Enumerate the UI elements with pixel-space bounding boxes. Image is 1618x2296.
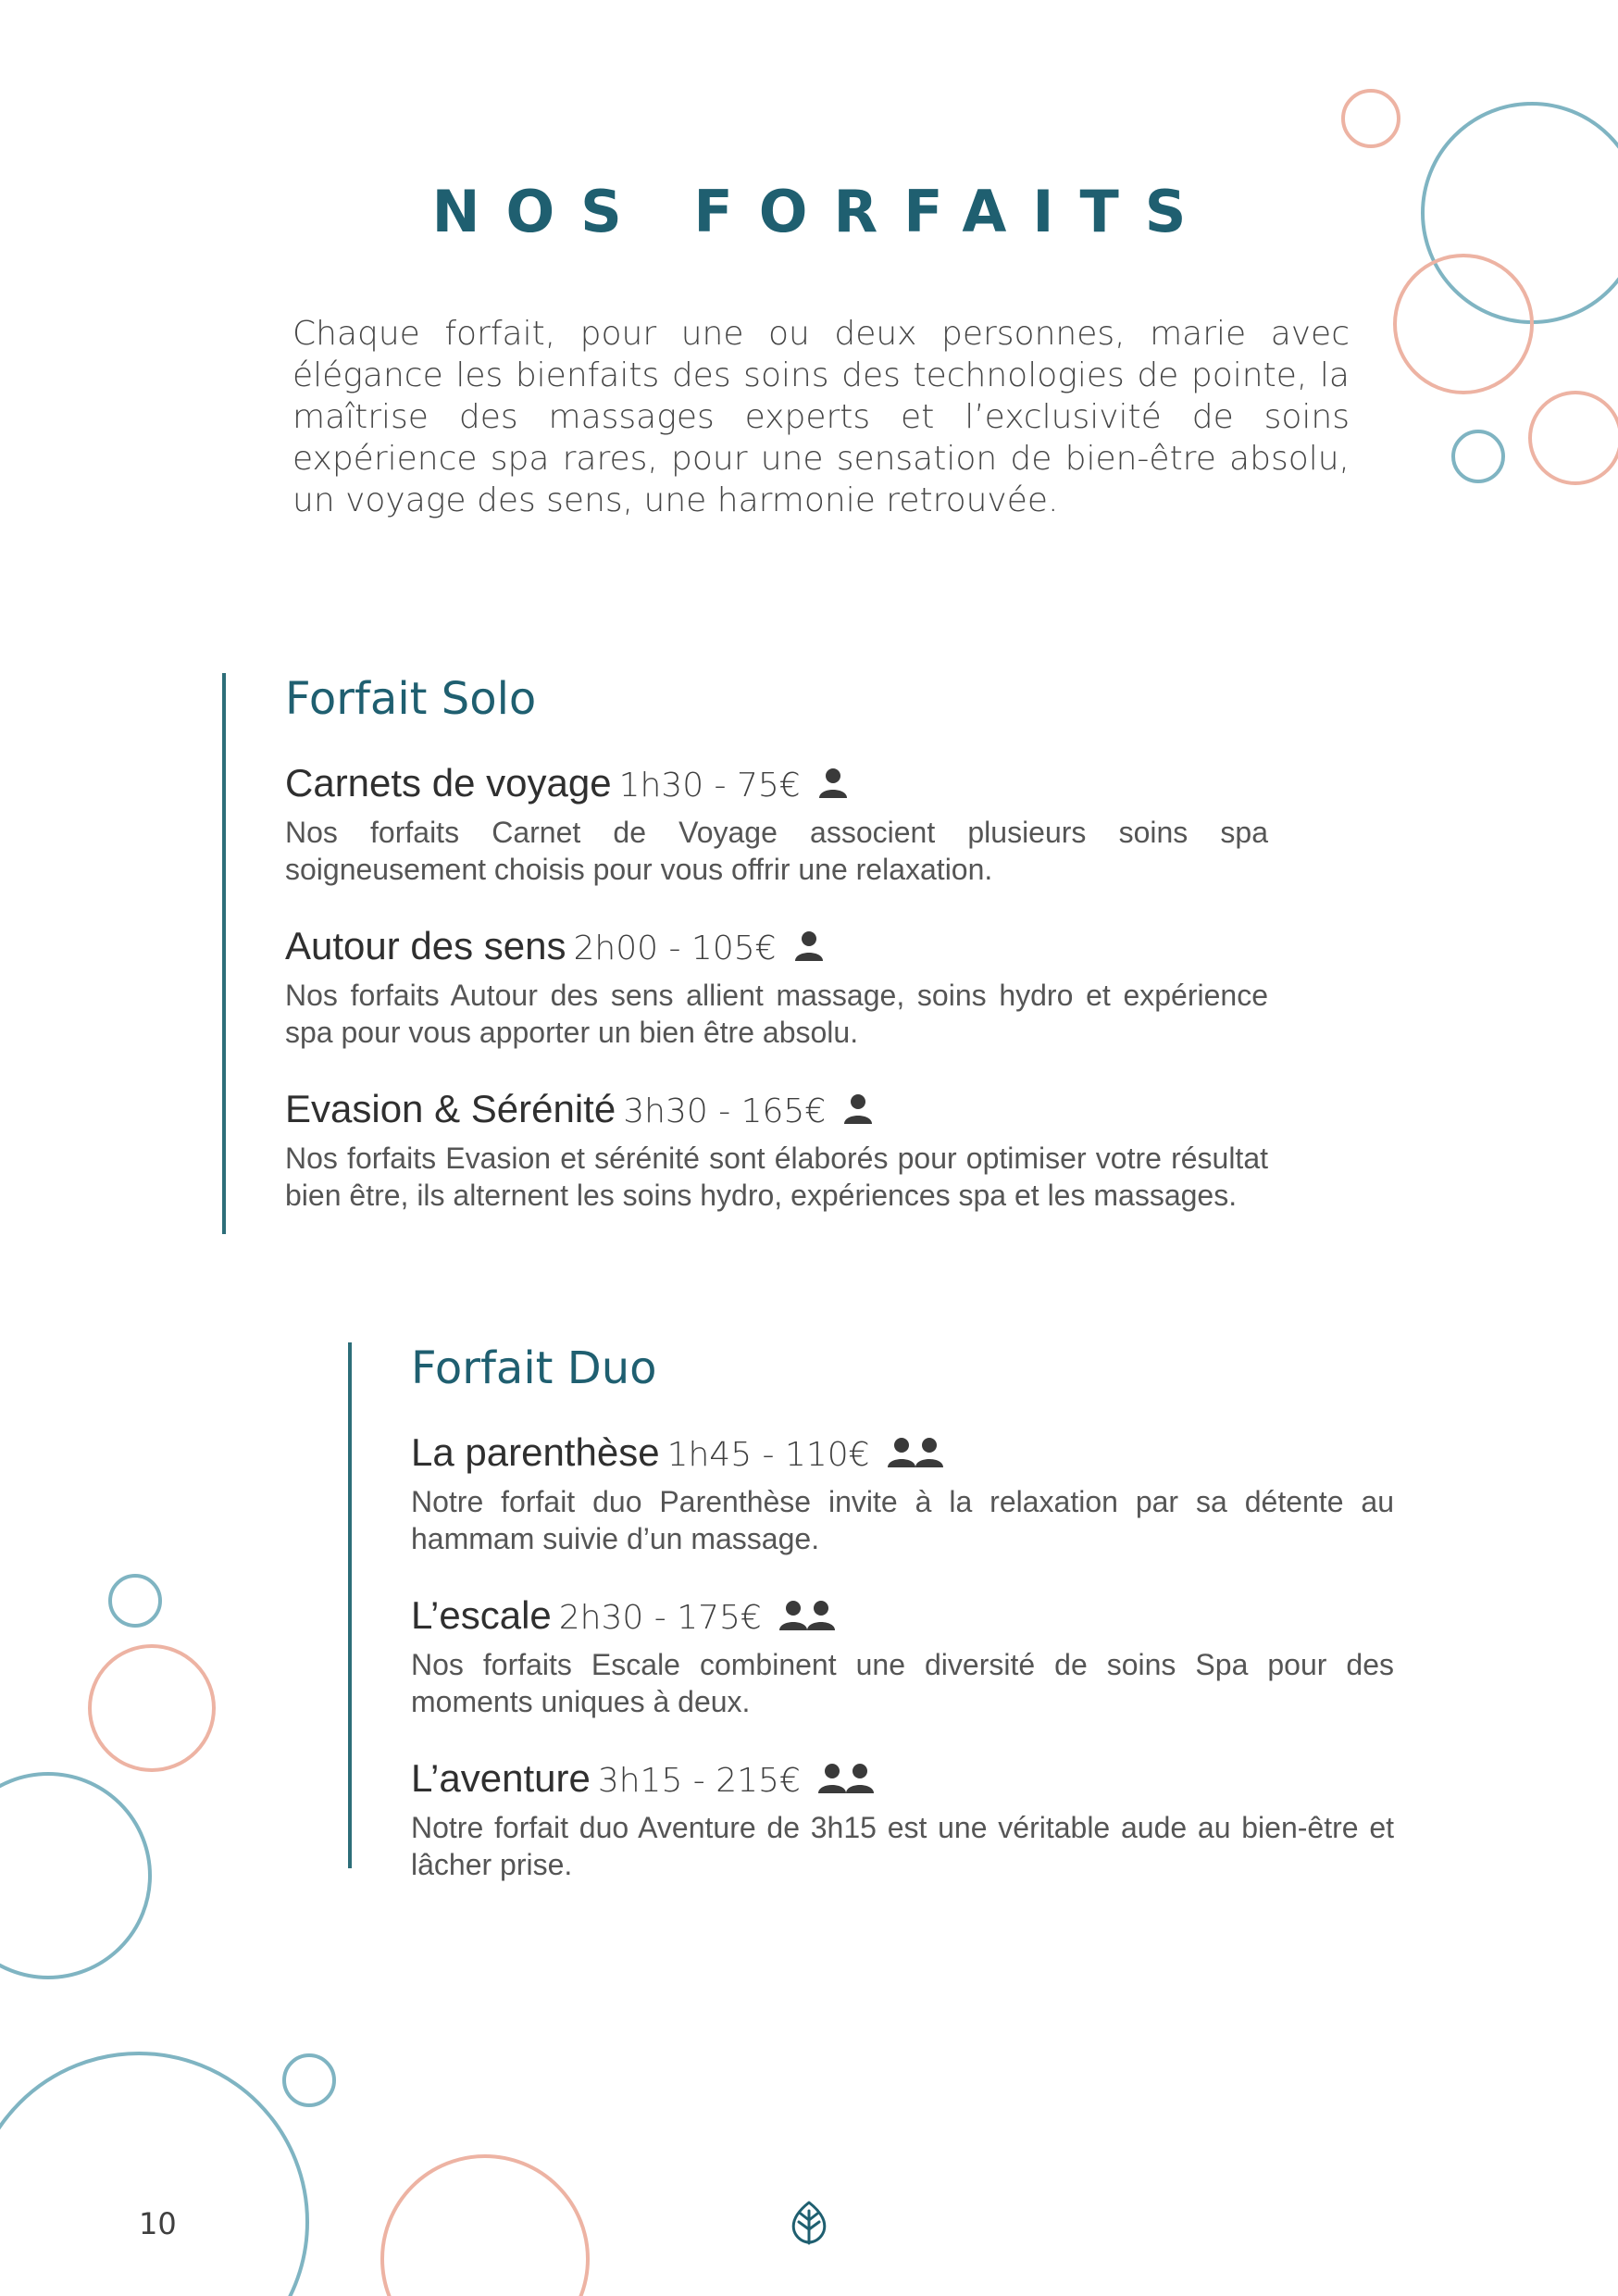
- package-description: Nos forfaits Autour des sens allient massage, soins hydro et expérience spa pour vous apporter un bien être absolu.: [285, 979, 1268, 1049]
- package-duration-price: 3h30 - 165€: [623, 1092, 827, 1130]
- deco-circle: [1530, 393, 1618, 483]
- deco-circle: [382, 2156, 588, 2296]
- package-description: Nos forfaits Evasion et sérénité sont élaborés pour optimiser votre résultat bien être, ils alternent les soins hydro, expériences spa et les massages.: [285, 1142, 1268, 1212]
- package-duration-price: 2h00 - 105€: [573, 930, 777, 967]
- deco-circle: [1453, 431, 1503, 481]
- package-item: [285, 924, 1268, 1051]
- deco-circle: [0, 1774, 150, 1978]
- deco-circle: [90, 1646, 214, 1770]
- leaf-logo-icon: [789, 2200, 829, 2246]
- deco-circle: [1395, 256, 1532, 393]
- section-forfait-duo: [348, 1342, 1398, 1881]
- package-name: L’escale: [411, 1593, 552, 1637]
- package-description: Notre forfait duo Aventure de 3h15 est une véritable aude au bien-être et lâcher prise.: [411, 1811, 1394, 1881]
- page-number: 10: [139, 2206, 177, 2241]
- package-description: Notre forfait duo Parenthèse invite à la relaxation par sa détente au hammam suivie d’un massage.: [411, 1485, 1394, 1555]
- intro-paragraph: Chaque forfait, pour une ou deux personnes, marie avec élégance les bienfaits des soins des technologies de pointe, la maîtrise des massages experts et l’exclusivité de soins expérience spa rares, pour une sensation de bien-être absolu, un voyage des sens, une harmonie retrouvée.: [292, 315, 1350, 519]
- deco-circle: [1343, 91, 1399, 146]
- section-title-duo: Forfait Duo: [411, 1342, 657, 1394]
- package-item: [285, 761, 1268, 888]
- package-name: Carnets de voyage: [285, 761, 612, 805]
- package-description: Nos forfaits Escale combinent une diversité de soins Spa pour des moments uniques à deux.: [411, 1648, 1394, 1718]
- package-description: Nos forfaits Carnet de Voyage associent plusieurs soins spa soigneusement choisis pour vous offrir une relaxation.: [285, 816, 1268, 886]
- person-icon: [842, 1092, 874, 1136]
- package-duration-price: 2h30 - 175€: [558, 1599, 762, 1637]
- package-name: La parenthèse: [411, 1430, 660, 1474]
- package-name: L’aventure: [411, 1756, 591, 1800]
- package-name: Autour des sens: [285, 924, 566, 967]
- package-item: [411, 1430, 1394, 1557]
- package-item: [411, 1593, 1394, 1720]
- package-duration-price: 1h45 - 110€: [666, 1436, 870, 1474]
- package-duration-price: 1h30 - 75€: [618, 767, 801, 805]
- package-item: [411, 1756, 1394, 1883]
- person-icon: [793, 929, 825, 973]
- section-forfait-solo: [222, 673, 1272, 1234]
- section-title-solo: Forfait Solo: [285, 673, 537, 725]
- package-name: Evasion & Sérénité: [285, 1087, 616, 1130]
- two-persons-icon: [778, 1598, 836, 1642]
- page-title: NOS FORFAITS: [431, 177, 1213, 245]
- package-item: [285, 1087, 1268, 1214]
- two-persons-icon: [817, 1761, 875, 1805]
- two-persons-icon: [887, 1435, 944, 1479]
- deco-circle: [0, 2053, 307, 2296]
- deco-circle: [284, 2055, 334, 2105]
- package-duration-price: 3h15 - 215€: [597, 1762, 801, 1800]
- deco-circle: [110, 1576, 160, 1626]
- person-icon: [817, 766, 849, 810]
